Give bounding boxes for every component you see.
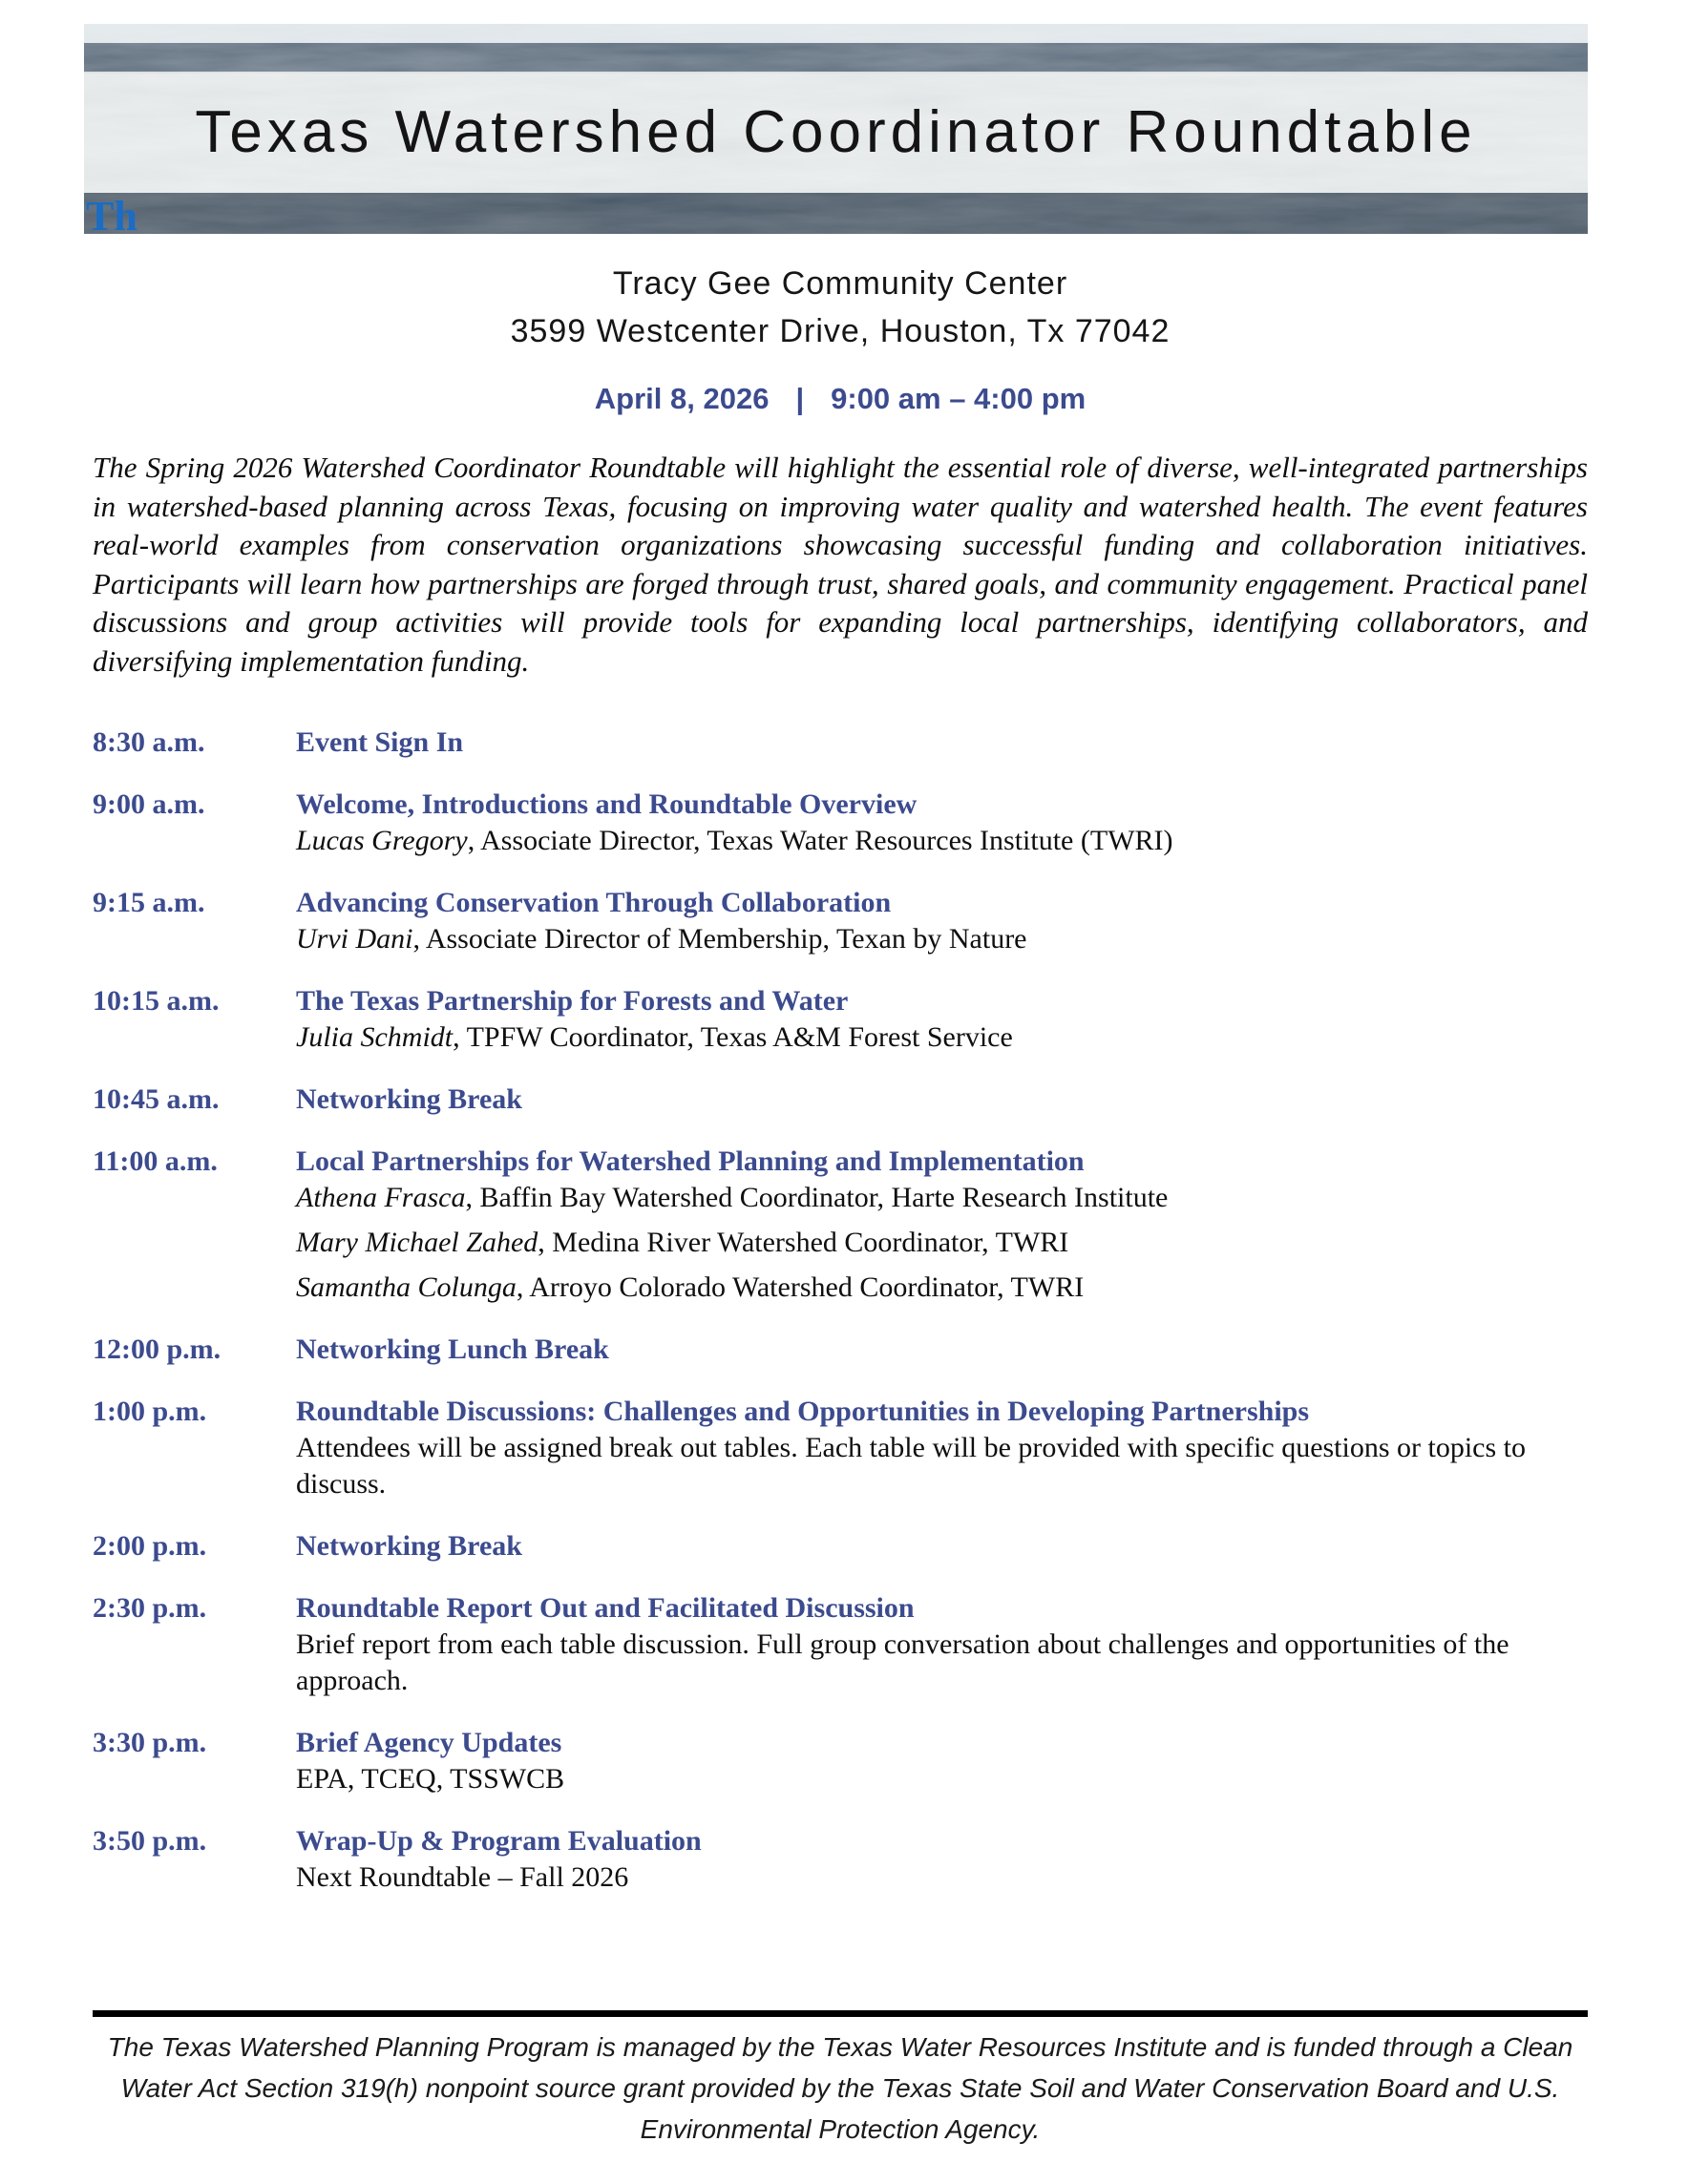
- speaker-name: Samantha Colunga: [296, 1271, 517, 1303]
- agenda-time: 10:45 a.m.: [93, 1083, 220, 1115]
- date-separator: |: [795, 382, 805, 415]
- event-time: 9:00 am – 4:00 pm: [831, 382, 1087, 415]
- agenda-detail: [296, 1180, 1588, 1216]
- agenda-time: 11:00 a.m.: [93, 1145, 218, 1177]
- venue-name: Tracy Gee Community Center: [612, 265, 1068, 302]
- footer-note: The Texas Watershed Planning Program is managed by the Texas Water Resources Institute and is funded through a Clean Water Act Section 319(h) nonpoint source grant provided by the Texas State Soil and Water Conservation Board and U.S. Environmental Protection Agency.: [107, 2032, 1573, 2144]
- agenda-title: Event Sign In: [296, 726, 464, 758]
- agenda-detail: EPA, TCEQ, TSSWCB: [296, 1763, 565, 1795]
- agenda-title: Welcome, Introductions and Roundtable Overview: [296, 788, 918, 820]
- agenda-time: 9:15 a.m.: [93, 887, 205, 918]
- agenda-item: [93, 1394, 1588, 1502]
- agenda-title: Roundtable Discussions: Challenges and Opportunities in Developing Partnerships: [296, 1396, 1310, 1427]
- agenda-title: Wrap-Up & Program Evaluation: [296, 1825, 702, 1857]
- agenda-detail: [296, 1019, 1588, 1056]
- agenda-item: [93, 1144, 1588, 1306]
- venue-block: [93, 260, 1588, 355]
- agenda-detail: Attendees will be assigned break out tables. Each table will be provided with specific questions or topics to discuss.: [296, 1432, 1527, 1500]
- agenda-title: Networking Break: [296, 1530, 522, 1562]
- agenda-time: 9:00 a.m.: [93, 788, 205, 820]
- speaker-name: Urvi Dani: [296, 923, 413, 955]
- agenda-item: [93, 1082, 1588, 1118]
- speaker-role: , Medina River Watershed Coordinator, TWRI: [538, 1227, 1069, 1258]
- agenda-time: 1:00 p.m.: [93, 1396, 207, 1427]
- event-title: Texas Watershed Coordinator Roundtable: [195, 99, 1477, 165]
- agenda-detail: [296, 921, 1588, 957]
- agenda-detail: Next Roundtable – Fall 2026: [296, 1861, 629, 1893]
- event-date: April 8, 2026: [594, 382, 770, 415]
- agenda-title: Roundtable Report Out and Facilitated Discussion: [296, 1592, 915, 1624]
- agenda-title: Networking Lunch Break: [296, 1334, 609, 1365]
- agenda-time: 2:00 p.m.: [93, 1530, 207, 1562]
- agenda-time: 2:30 p.m.: [93, 1592, 207, 1624]
- watermark-text: Th: [86, 193, 137, 240]
- speaker-role: , Baffin Bay Watershed Coordinator, Harte Research Institute: [465, 1182, 1169, 1213]
- speaker-name: Athena Frasca: [296, 1182, 466, 1213]
- agenda-title: Brief Agency Updates: [296, 1727, 562, 1758]
- agenda-detail: [296, 823, 1588, 859]
- date-time-line: [93, 378, 1588, 420]
- speaker-role: , Arroyo Colorado Watershed Coordinator, TWRI: [516, 1271, 1085, 1303]
- agenda-item: [93, 787, 1588, 859]
- agenda-time: 3:30 p.m.: [93, 1727, 207, 1758]
- agenda-item: [93, 1528, 1588, 1564]
- speaker-role: , Associate Director, Texas Water Resources Institute (TWRI): [467, 825, 1173, 856]
- venue-address: 3599 Westcenter Drive, Houston, Tx 77042: [510, 313, 1171, 349]
- agenda-time: 8:30 a.m.: [93, 726, 205, 758]
- speaker-name: Lucas Gregory: [296, 825, 468, 856]
- agenda-detail: [296, 1225, 1588, 1261]
- agenda-time: 10:15 a.m.: [93, 985, 220, 1017]
- agenda-list: [93, 724, 1588, 1896]
- agenda-item: [93, 1823, 1588, 1896]
- agenda-title: The Texas Partnership for Forests and Water: [296, 985, 849, 1017]
- agenda-item: [93, 1332, 1588, 1368]
- intro-paragraph: The Spring 2026 Watershed Coordinator Roundtable will highlight the essential role of diverse, well-integrated partnerships in watershed-based planning across Texas, focusing on improving water quality and watershed health. The event features real-world examples from conservation organizations showcasing successful funding and collaboration initiatives. Participants will learn how partnerships are forged through trust, shared goals, and community engagement. Practical panel discussions and group activities will provide tools for expanding local partnerships, identifying collaborators, and diversifying implementation funding.: [93, 451, 1588, 678]
- agenda-time: 3:50 p.m.: [93, 1825, 207, 1857]
- agenda-title: Networking Break: [296, 1083, 522, 1115]
- agenda-item: [93, 983, 1588, 1056]
- speaker-role: , Associate Director of Membership, Texan by Nature: [412, 923, 1027, 955]
- agenda-title: Local Partnerships for Watershed Planning and Implementation: [296, 1145, 1085, 1177]
- agenda-item: [93, 724, 1588, 761]
- agenda-time: 12:00 p.m.: [93, 1334, 222, 1365]
- agenda-detail: [296, 1270, 1588, 1306]
- agenda-item: [93, 885, 1588, 957]
- speaker-name: Julia Schmidt: [296, 1021, 454, 1053]
- speaker-name: Mary Michael Zahed: [296, 1227, 538, 1258]
- speaker-role: , TPFW Coordinator, Texas A&M Forest Service: [453, 1021, 1013, 1053]
- agenda-detail: Brief report from each table discussion. Full group conversation about challenges and opportunities of the approach.: [296, 1628, 1509, 1696]
- agenda-title: Advancing Conservation Through Collaboration: [296, 887, 892, 918]
- agenda-item: [93, 1590, 1588, 1699]
- content-column: [93, 0, 1588, 1922]
- agenda-item: [93, 1725, 1588, 1797]
- page-footer: [93, 2010, 1588, 2150]
- footer-divider: [93, 2010, 1588, 2017]
